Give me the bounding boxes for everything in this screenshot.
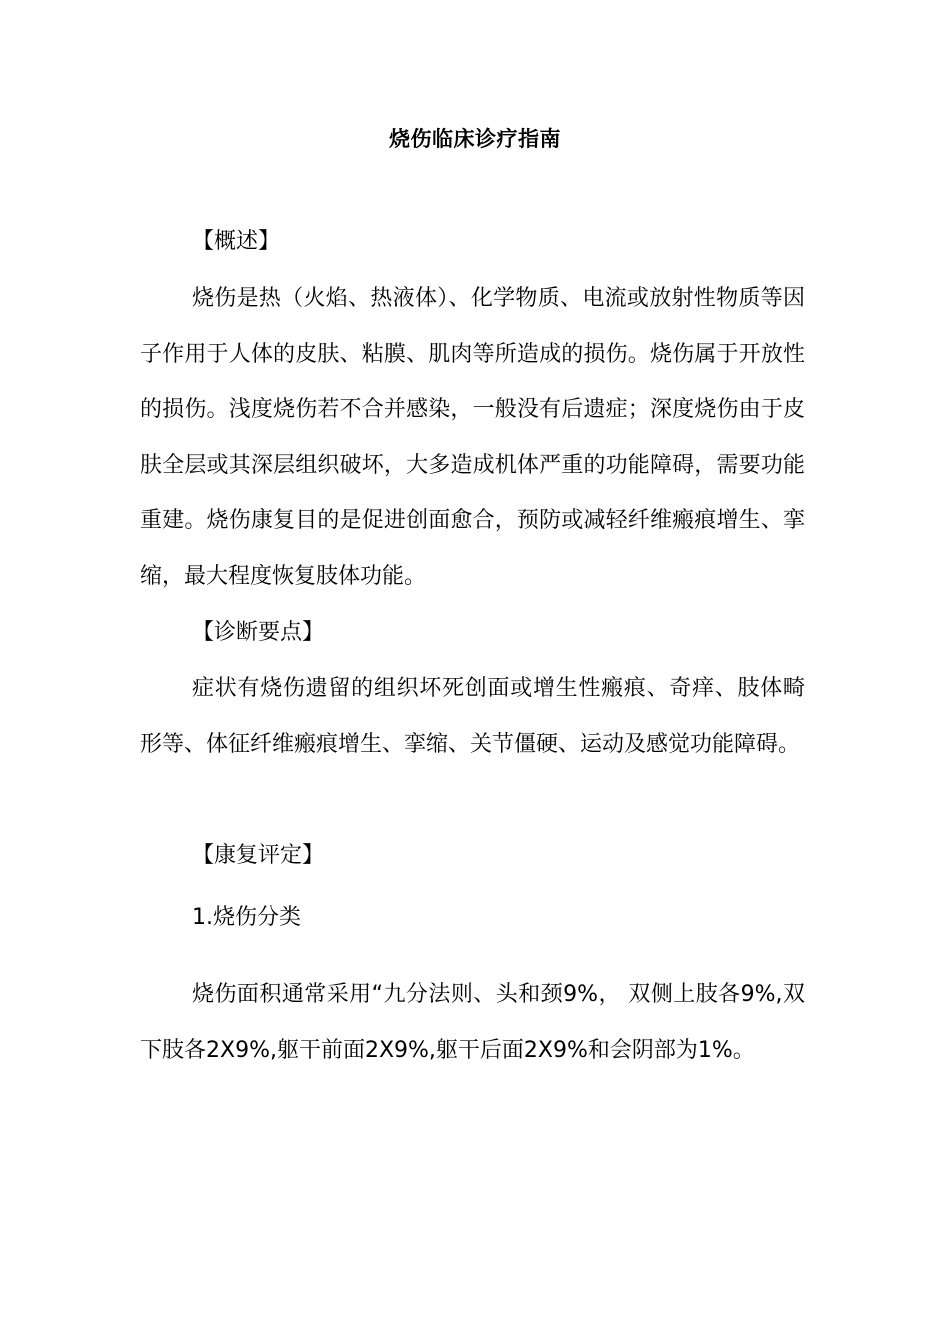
section-paragraph-overview: 烧伤是热（火焰、热液体）、化学物质、电流或放射性物质等因子作用于人体的皮肤、粘膜、肌肉等所造成的损伤。烧伤属于开放性的损伤。浅度烧伤若不合并感染，一般没有后遗症；深度烧伤由于皮肤全层或其深层组织破坏，大多造成机体严重的功能障碍，需要功能重建。烧伤康复目的是促进创面愈合，预防或减轻纤维瘢痕增生、挛缩，最大程度恢复肢体功能。	[140, 286, 805, 589]
section-heading-overview: 【概述】	[192, 229, 281, 254]
subsection-heading-burn-classification: 1.烧伤分类	[192, 905, 301, 930]
section-paragraph-diagnosis: 症状有烧伤遗留的组织坏死创面或增生性瘢痕、奇痒、肢体畸形等、体征纤维瘢痕增生、挛缩、关节僵硬、运动及感觉功能障碍。	[140, 676, 805, 757]
document-title: 烧伤临床诊疗指南	[389, 127, 561, 151]
section-paragraph-assessment: 烧伤面积通常采用“九分法则、头和颈9%， 双侧上肢各9%,双下肢各2X9%,躯干前面2X9%,躯干后面2X9%和会阴部为1%。	[140, 982, 805, 1063]
section-heading-diagnosis: 【诊断要点】	[192, 620, 325, 645]
section-heading-assessment: 【康复评定】	[192, 843, 325, 868]
